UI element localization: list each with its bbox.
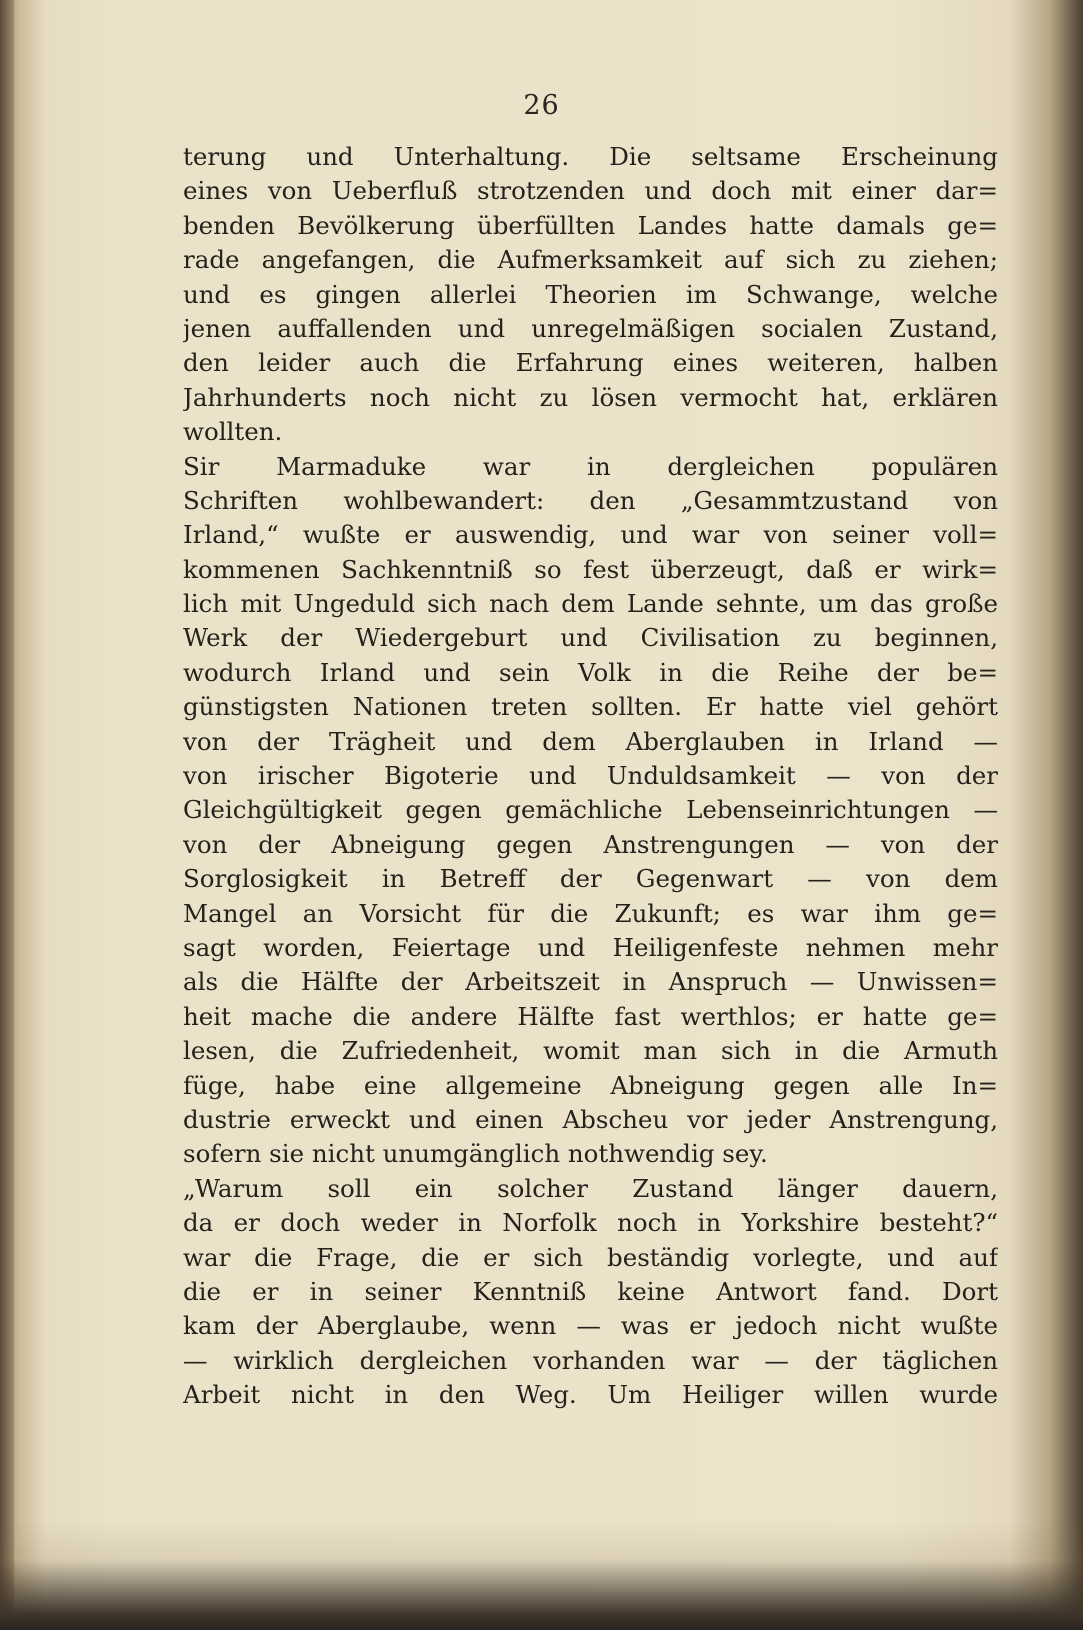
text-line: Jahrhunderts noch nicht zu lösen vermocht hat, erklären xyxy=(183,382,998,412)
text-line: kommenen Sachkenntniß so fest überzeugt, daß er wirk= xyxy=(183,554,998,584)
text-line: terung und Unterhaltung. Die seltsame Erscheinung xyxy=(183,142,998,171)
text-line: kam der Aberglaube, wenn — was er jedoch nicht wußte xyxy=(183,1311,998,1341)
text-line: von der Trägheit und dem Aberglauben in Irland — xyxy=(183,726,998,756)
text-line: da er doch weder in Norfolk noch in Yorkshire besteht?“ xyxy=(183,1208,998,1238)
text-line: Werk der Wiedergeburt und Civilisation zu beginnen, xyxy=(183,623,998,653)
text-line: günstigsten Nationen treten sollten. Er hatte viel gehört xyxy=(183,692,998,722)
text-line: war die Frage, die er sich beständig vorlegte, und auf xyxy=(183,1242,998,1272)
text-line: füge, habe eine allgemeine Abneigung gegen alle In= xyxy=(183,1070,998,1100)
text-line: Sir Marmaduke war in dergleichen populären xyxy=(183,451,998,481)
text-line: jenen auffallenden und unregelmäßigen socialen Zustand, xyxy=(183,313,998,343)
text-line: rade angefangen, die Aufmerksamkeit auf sich zu ziehen; xyxy=(183,245,998,275)
text-line: Arbeit nicht in den Weg. Um Heiliger willen wurde xyxy=(183,1380,998,1410)
text-line: Schriften wohlbewandert: den „Gesammtzustand von xyxy=(183,485,998,515)
text-line: „Warum soll ein solcher Zustand länger dauern, xyxy=(183,1173,998,1203)
text-line: Gleichgültigkeit gegen gemächliche Lebenseinrichtungen — xyxy=(183,795,998,825)
text-line: heit mache die andere Hälfte fast werthlos; er hatte ge= xyxy=(183,1001,998,1031)
text-line: eines von Ueberfluß strotzenden und doch mit einer dar= xyxy=(183,176,998,206)
text-line: als die Hälfte der Arbeitszeit in Anspruch — Unwissen= xyxy=(183,967,998,997)
text-line: benden Bevölkerung überfüllten Landes hatte damals ge= xyxy=(183,210,998,240)
text-line: von der Abneigung gegen Anstrengungen — von der xyxy=(183,829,998,859)
text-line: Mangel an Vorsicht für die Zukunft; es war ihm ge= xyxy=(183,898,998,928)
body-text xyxy=(183,140,998,1412)
text-line: und es gingen allerlei Theorien im Schwange, welche xyxy=(183,279,998,309)
text-line: sagt worden, Feiertage und Heiligenfeste nehmen mehr xyxy=(183,932,998,962)
page-number: 26 xyxy=(523,90,560,121)
text-line: lich mit Ungeduld sich nach dem Lande sehnte, um das große xyxy=(183,589,998,619)
book-binding-edge xyxy=(0,0,14,1630)
text-line: lesen, die Zufriedenheit, womit man sich in die Armuth xyxy=(183,1036,998,1066)
text-line: die er in seiner Kenntniß keine Antwort fand. Dort xyxy=(183,1276,998,1306)
text-line: — wirklich dergleichen vorhanden war — der täglichen xyxy=(183,1345,998,1375)
text-line: Irland,“ wußte er auswendig, und war von seiner voll= xyxy=(183,520,998,550)
text-line: Sorglosigkeit in Betreff der Gegenwart — von dem xyxy=(183,864,998,894)
text-line: sofern sie nicht unumgänglich nothwendig sey. xyxy=(183,1139,768,1169)
text-line: von irischer Bigoterie und Unduldsamkeit — von der xyxy=(183,761,998,791)
text-line: dustrie erweckt und einen Abscheu vor jeder Anstrengung, xyxy=(183,1104,998,1134)
text-line: wodurch Irland und sein Volk in die Reihe der be= xyxy=(183,657,998,687)
text-line: den leider auch die Erfahrung eines weiteren, halben xyxy=(183,348,998,378)
text-line: wollten. xyxy=(183,417,283,447)
